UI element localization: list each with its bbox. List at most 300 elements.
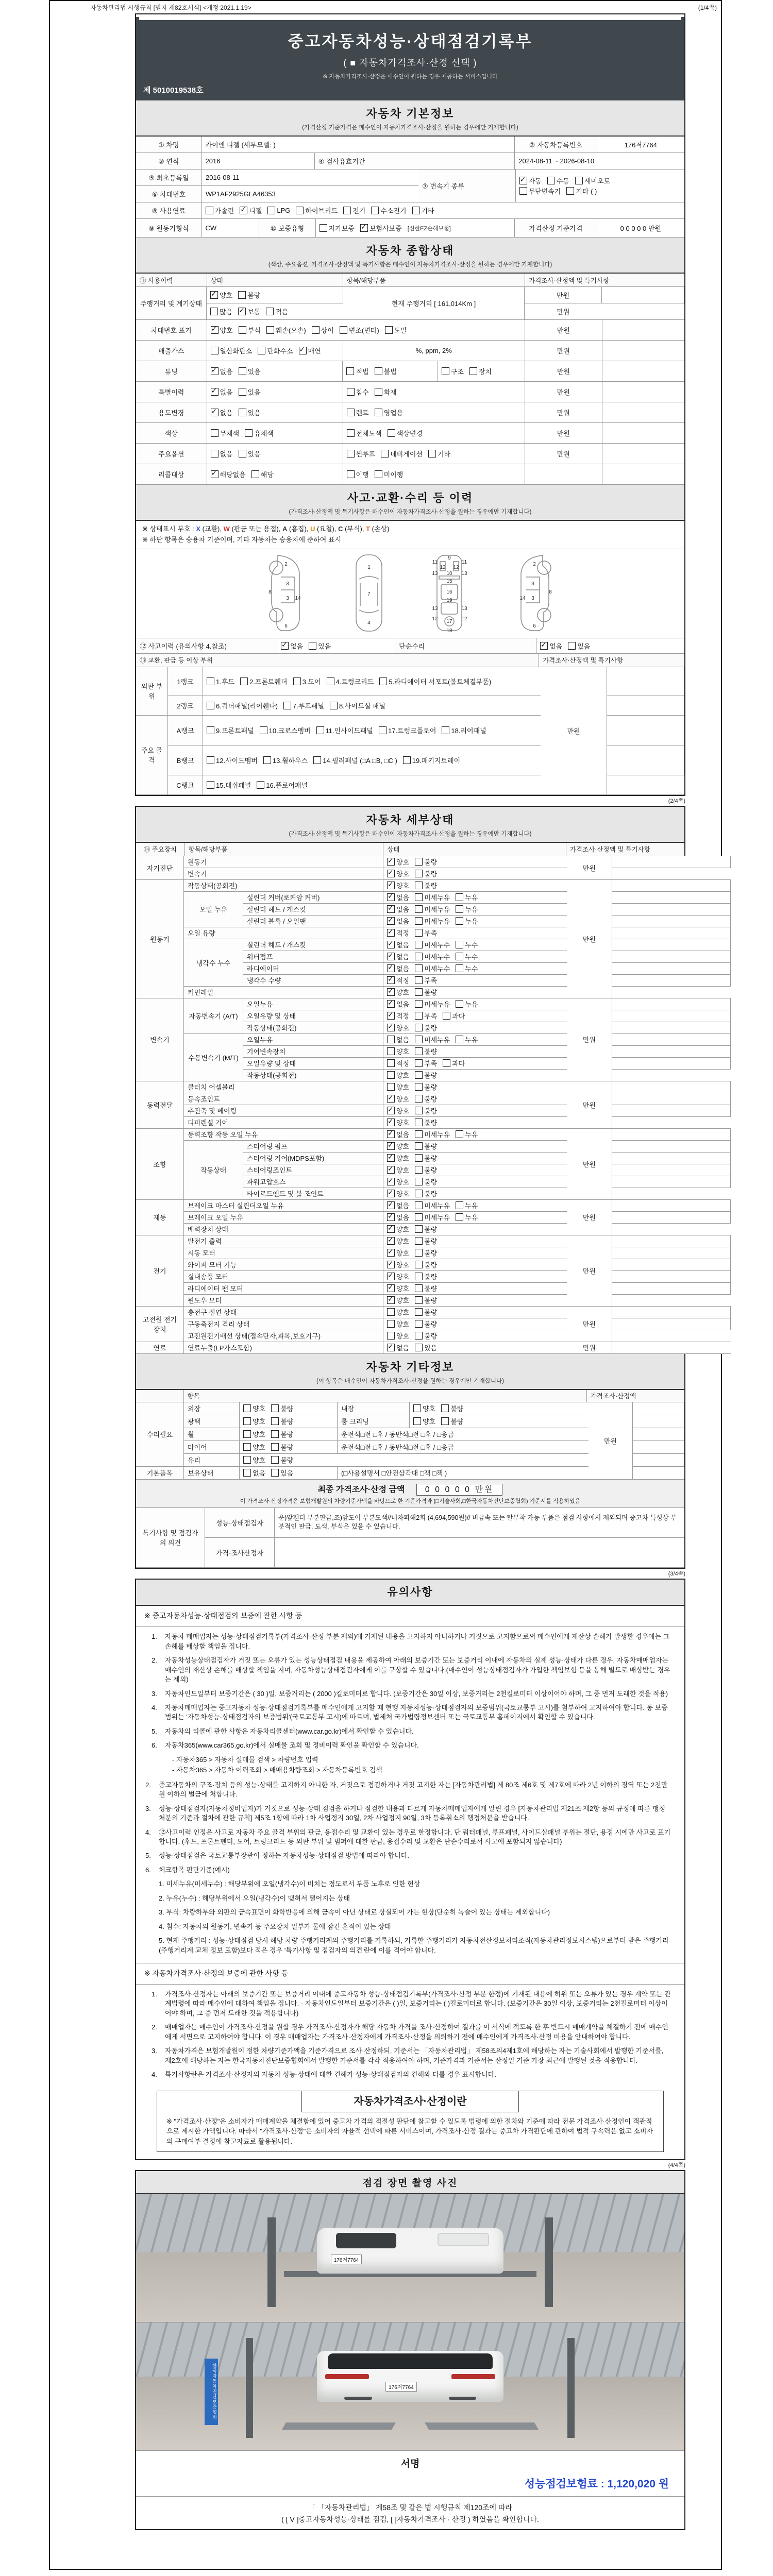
checkbox-icon[interactable] bbox=[266, 326, 274, 334]
checkbox-option[interactable] bbox=[387, 1200, 409, 1210]
checkbox-icon[interactable] bbox=[415, 1344, 423, 1351]
checkbox-icon[interactable] bbox=[456, 1036, 463, 1043]
checkbox-option[interactable] bbox=[568, 641, 590, 651]
checkbox-icon[interactable] bbox=[415, 1213, 423, 1221]
checkbox-icon[interactable] bbox=[299, 347, 307, 354]
checkbox-icon[interactable] bbox=[415, 1308, 423, 1316]
checkbox-option[interactable] bbox=[387, 1153, 409, 1163]
checkbox-icon[interactable] bbox=[415, 1059, 423, 1067]
checkbox-icon[interactable] bbox=[211, 470, 219, 478]
checkbox-icon[interactable] bbox=[267, 207, 275, 214]
checkbox-option[interactable] bbox=[415, 987, 437, 997]
checkbox-option[interactable] bbox=[207, 725, 254, 735]
checkbox-icon[interactable] bbox=[347, 388, 355, 396]
checkbox-icon[interactable] bbox=[243, 1456, 251, 1464]
checkbox-icon[interactable] bbox=[387, 1059, 395, 1067]
checkbox-option[interactable] bbox=[207, 755, 258, 765]
checkbox-option[interactable] bbox=[415, 1319, 437, 1329]
checkbox-option[interactable] bbox=[415, 1023, 437, 1032]
checkbox-icon[interactable] bbox=[211, 347, 219, 354]
checkbox-option[interactable] bbox=[469, 366, 492, 376]
checkbox-icon[interactable] bbox=[240, 207, 247, 214]
checkbox-icon[interactable] bbox=[456, 1130, 463, 1138]
checkbox-icon[interactable] bbox=[347, 450, 355, 457]
checkbox-icon[interactable] bbox=[387, 1284, 395, 1292]
checkbox-icon[interactable] bbox=[251, 470, 259, 478]
checkbox-option[interactable] bbox=[387, 952, 409, 961]
checkbox-option[interactable] bbox=[415, 1011, 437, 1021]
checkbox-icon[interactable] bbox=[456, 953, 463, 960]
checkbox-icon[interactable] bbox=[415, 1320, 423, 1328]
checkbox-icon[interactable] bbox=[296, 207, 304, 214]
checkbox-icon[interactable] bbox=[415, 905, 423, 913]
checkbox-icon[interactable] bbox=[441, 1404, 449, 1412]
checkbox-icon[interactable] bbox=[281, 642, 289, 650]
checkbox-icon[interactable] bbox=[239, 367, 246, 375]
checkbox-icon[interactable] bbox=[415, 1201, 423, 1209]
checkbox-option[interactable] bbox=[456, 940, 478, 950]
checkbox-option[interactable] bbox=[387, 1141, 409, 1151]
checkbox-option[interactable] bbox=[519, 176, 542, 185]
checkbox-icon[interactable] bbox=[258, 347, 265, 354]
checkbox-icon[interactable] bbox=[211, 388, 219, 396]
checkbox-icon[interactable] bbox=[415, 1071, 423, 1079]
checkbox-option[interactable] bbox=[381, 449, 423, 459]
checkbox-option[interactable] bbox=[211, 469, 246, 479]
checkbox-option[interactable] bbox=[387, 892, 409, 902]
checkbox-icon[interactable] bbox=[271, 1417, 279, 1425]
checkbox-icon[interactable] bbox=[379, 726, 386, 734]
checkbox-option[interactable] bbox=[281, 641, 303, 651]
checkbox-icon[interactable] bbox=[387, 1024, 395, 1031]
checkbox-option[interactable] bbox=[239, 366, 261, 376]
checkbox-option[interactable] bbox=[415, 892, 450, 902]
checkbox-icon[interactable] bbox=[387, 917, 395, 925]
checkbox-option[interactable] bbox=[243, 1416, 265, 1426]
checkbox-icon[interactable] bbox=[387, 858, 395, 866]
checkbox-option[interactable] bbox=[283, 701, 324, 710]
checkbox-icon[interactable] bbox=[239, 388, 246, 396]
checkbox-icon[interactable] bbox=[415, 1024, 423, 1031]
checkbox-option[interactable] bbox=[211, 428, 240, 438]
checkbox-icon[interactable] bbox=[243, 1430, 251, 1438]
checkbox-option[interactable] bbox=[251, 469, 274, 479]
checkbox-icon[interactable] bbox=[360, 224, 368, 232]
checkbox-icon[interactable] bbox=[387, 893, 395, 901]
checkbox-option[interactable] bbox=[387, 1319, 409, 1329]
checkbox-option[interactable] bbox=[415, 1035, 450, 1044]
checkbox-option[interactable] bbox=[415, 1224, 437, 1234]
checkbox-option[interactable] bbox=[375, 408, 404, 417]
checkbox-option[interactable] bbox=[309, 641, 331, 651]
checkbox-option[interactable] bbox=[387, 1283, 409, 1293]
checkbox-option[interactable] bbox=[271, 1455, 293, 1465]
checkbox-option[interactable] bbox=[387, 1224, 409, 1234]
checkbox-option[interactable] bbox=[415, 1189, 437, 1198]
checkbox-icon[interactable] bbox=[415, 941, 423, 948]
checkbox-icon[interactable] bbox=[346, 367, 354, 375]
checkbox-option[interactable] bbox=[547, 176, 569, 185]
checkbox-icon[interactable] bbox=[238, 308, 246, 315]
checkbox-icon[interactable] bbox=[293, 677, 301, 685]
checkbox-option[interactable] bbox=[415, 1200, 450, 1210]
checkbox-option[interactable] bbox=[387, 904, 409, 914]
checkbox-icon[interactable] bbox=[243, 1417, 251, 1425]
checkbox-icon[interactable] bbox=[387, 1166, 395, 1174]
checkbox-option[interactable] bbox=[360, 223, 402, 233]
checkbox-option[interactable] bbox=[375, 469, 404, 479]
checkbox-icon[interactable] bbox=[415, 1107, 423, 1114]
checkbox-option[interactable] bbox=[519, 186, 561, 196]
checkbox-option[interactable] bbox=[387, 1058, 409, 1068]
checkbox-option[interactable] bbox=[415, 1177, 437, 1187]
checkbox-option[interactable] bbox=[211, 325, 233, 335]
checkbox-option[interactable] bbox=[387, 940, 409, 950]
checkbox-icon[interactable] bbox=[415, 870, 423, 877]
checkbox-option[interactable] bbox=[379, 725, 436, 735]
checkbox-icon[interactable] bbox=[260, 726, 267, 734]
checkbox-option[interactable] bbox=[387, 1070, 409, 1080]
checkbox-icon[interactable] bbox=[387, 1332, 395, 1340]
checkbox-option[interactable] bbox=[456, 916, 478, 926]
checkbox-icon[interactable] bbox=[519, 177, 527, 184]
checkbox-icon[interactable] bbox=[415, 1225, 423, 1233]
checkbox-icon[interactable] bbox=[403, 756, 411, 764]
checkbox-icon[interactable] bbox=[568, 642, 576, 650]
checkbox-option[interactable] bbox=[415, 904, 450, 914]
checkbox-option[interactable] bbox=[415, 1236, 437, 1246]
checkbox-option[interactable] bbox=[443, 1011, 465, 1021]
checkbox-icon[interactable] bbox=[415, 1166, 423, 1174]
checkbox-icon[interactable] bbox=[387, 964, 395, 972]
checkbox-icon[interactable] bbox=[207, 756, 214, 764]
checkbox-option[interactable] bbox=[442, 725, 486, 735]
checkbox-option[interactable] bbox=[266, 325, 306, 335]
checkbox-icon[interactable] bbox=[312, 326, 320, 334]
checkbox-icon[interactable] bbox=[283, 702, 291, 709]
checkbox-option[interactable] bbox=[413, 1416, 435, 1426]
checkbox-icon[interactable] bbox=[243, 1469, 251, 1477]
checkbox-option[interactable] bbox=[456, 892, 478, 902]
checkbox-icon[interactable] bbox=[575, 177, 583, 184]
checkbox-option[interactable] bbox=[387, 1295, 409, 1305]
checkbox-icon[interactable] bbox=[415, 976, 423, 984]
checkbox-icon[interactable] bbox=[211, 450, 219, 457]
checkbox-option[interactable] bbox=[403, 755, 460, 765]
checkbox-option[interactable] bbox=[347, 428, 382, 438]
checkbox-icon[interactable] bbox=[210, 308, 218, 315]
checkbox-icon[interactable] bbox=[415, 1012, 423, 1020]
checkbox-option[interactable] bbox=[415, 1082, 437, 1092]
checkbox-option[interactable] bbox=[266, 307, 288, 316]
checkbox-option[interactable] bbox=[346, 366, 368, 376]
checkbox-option[interactable] bbox=[240, 206, 262, 215]
checkbox-icon[interactable] bbox=[271, 1443, 279, 1451]
checkbox-option[interactable] bbox=[299, 346, 321, 355]
checkbox-icon[interactable] bbox=[387, 929, 395, 937]
checkbox-option[interactable] bbox=[456, 1200, 478, 1210]
checkbox-icon[interactable] bbox=[375, 470, 382, 478]
checkbox-icon[interactable] bbox=[240, 677, 248, 685]
checkbox-icon[interactable] bbox=[387, 1273, 395, 1280]
checkbox-icon[interactable] bbox=[387, 905, 395, 913]
checkbox-option[interactable] bbox=[441, 1416, 463, 1426]
checkbox-icon[interactable] bbox=[456, 1213, 463, 1221]
checkbox-option[interactable] bbox=[415, 1129, 450, 1139]
checkbox-option[interactable] bbox=[387, 1094, 409, 1104]
checkbox-icon[interactable] bbox=[387, 1000, 395, 1008]
checkbox-icon[interactable] bbox=[387, 1213, 395, 1221]
checkbox-option[interactable] bbox=[347, 469, 369, 479]
checkbox-option[interactable] bbox=[387, 1035, 409, 1044]
checkbox-option[interactable] bbox=[271, 1416, 293, 1426]
checkbox-icon[interactable] bbox=[415, 1261, 423, 1268]
checkbox-option[interactable] bbox=[260, 725, 311, 735]
checkbox-option[interactable] bbox=[387, 869, 409, 878]
checkbox-icon[interactable] bbox=[387, 1036, 395, 1043]
checkbox-icon[interactable] bbox=[387, 1249, 395, 1257]
checkbox-icon[interactable] bbox=[415, 1237, 423, 1245]
checkbox-icon[interactable] bbox=[343, 207, 351, 214]
checkbox-icon[interactable] bbox=[415, 1154, 423, 1162]
checkbox-icon[interactable] bbox=[387, 1201, 395, 1209]
checkbox-option[interactable] bbox=[239, 449, 261, 459]
checkbox-icon[interactable] bbox=[387, 1178, 395, 1185]
checkbox-option[interactable] bbox=[387, 1011, 409, 1021]
checkbox-icon[interactable] bbox=[387, 1118, 395, 1126]
checkbox-option[interactable] bbox=[211, 449, 233, 459]
checkbox-icon[interactable] bbox=[456, 893, 463, 901]
checkbox-option[interactable] bbox=[443, 1058, 465, 1068]
checkbox-icon[interactable] bbox=[211, 367, 219, 375]
checkbox-icon[interactable] bbox=[379, 677, 387, 685]
checkbox-icon[interactable] bbox=[415, 1036, 423, 1043]
checkbox-icon[interactable] bbox=[375, 409, 382, 416]
checkbox-option[interactable] bbox=[387, 1189, 409, 1198]
checkbox-icon[interactable] bbox=[387, 1296, 395, 1304]
checkbox-icon[interactable] bbox=[442, 367, 449, 375]
checkbox-option[interactable] bbox=[271, 1429, 293, 1439]
checkbox-option[interactable] bbox=[387, 1343, 409, 1352]
checkbox-icon[interactable] bbox=[387, 870, 395, 877]
checkbox-option[interactable] bbox=[387, 1082, 409, 1092]
checkbox-icon[interactable] bbox=[415, 1178, 423, 1185]
checkbox-icon[interactable] bbox=[320, 224, 327, 232]
checkbox-option[interactable] bbox=[267, 207, 290, 214]
checkbox-icon[interactable] bbox=[519, 187, 527, 195]
checkbox-option[interactable] bbox=[245, 428, 274, 438]
checkbox-option[interactable] bbox=[263, 755, 308, 765]
checkbox-option[interactable] bbox=[330, 701, 385, 710]
checkbox-icon[interactable] bbox=[413, 1404, 421, 1412]
checkbox-icon[interactable] bbox=[243, 1404, 251, 1412]
checkbox-icon[interactable] bbox=[456, 1000, 463, 1008]
checkbox-icon[interactable] bbox=[207, 677, 214, 685]
checkbox-icon[interactable] bbox=[207, 702, 214, 709]
checkbox-option[interactable] bbox=[207, 780, 251, 790]
checkbox-icon[interactable] bbox=[415, 917, 423, 925]
checkbox-option[interactable] bbox=[238, 307, 260, 316]
checkbox-icon[interactable] bbox=[211, 326, 219, 334]
checkbox-option[interactable] bbox=[456, 999, 478, 1009]
checkbox-option[interactable] bbox=[428, 449, 450, 459]
checkbox-option[interactable] bbox=[387, 1307, 409, 1317]
checkbox-option[interactable] bbox=[415, 857, 437, 867]
checkbox-icon[interactable] bbox=[371, 207, 379, 214]
checkbox-option[interactable] bbox=[413, 1403, 435, 1413]
checkbox-option[interactable] bbox=[387, 975, 409, 985]
checkbox-option[interactable] bbox=[347, 408, 369, 417]
checkbox-icon[interactable] bbox=[415, 929, 423, 937]
checkbox-option[interactable] bbox=[210, 290, 232, 300]
checkbox-icon[interactable] bbox=[415, 1332, 423, 1340]
checkbox-option[interactable] bbox=[415, 869, 437, 878]
checkbox-option[interactable] bbox=[206, 206, 234, 215]
checkbox-option[interactable] bbox=[375, 366, 397, 376]
checkbox-icon[interactable] bbox=[239, 409, 246, 416]
checkbox-option[interactable] bbox=[347, 449, 376, 459]
checkbox-icon[interactable] bbox=[387, 976, 395, 984]
checkbox-option[interactable] bbox=[238, 290, 260, 300]
checkbox-option[interactable] bbox=[415, 1094, 437, 1104]
checkbox-icon[interactable] bbox=[415, 1296, 423, 1304]
checkbox-option[interactable] bbox=[271, 1403, 293, 1413]
checkbox-option[interactable] bbox=[312, 325, 334, 335]
checkbox-icon[interactable] bbox=[415, 1083, 423, 1091]
checkbox-option[interactable] bbox=[271, 1442, 293, 1452]
checkbox-option[interactable] bbox=[575, 176, 610, 185]
checkbox-icon[interactable] bbox=[387, 1142, 395, 1150]
checkbox-option[interactable] bbox=[415, 1343, 437, 1352]
checkbox-option[interactable] bbox=[211, 346, 253, 355]
checkbox-option[interactable] bbox=[387, 1165, 409, 1175]
checkbox-icon[interactable] bbox=[330, 702, 338, 709]
checkbox-option[interactable] bbox=[387, 916, 409, 926]
checkbox-option[interactable] bbox=[456, 1212, 478, 1222]
checkbox-option[interactable] bbox=[387, 1236, 409, 1246]
checkbox-option[interactable] bbox=[387, 1129, 409, 1139]
checkbox-icon[interactable] bbox=[413, 1417, 421, 1425]
checkbox-option[interactable] bbox=[387, 857, 409, 867]
checkbox-icon[interactable] bbox=[443, 1012, 450, 1020]
checkbox-icon[interactable] bbox=[271, 1430, 279, 1438]
checkbox-icon[interactable] bbox=[415, 1130, 423, 1138]
checkbox-icon[interactable] bbox=[540, 642, 548, 650]
checkbox-option[interactable] bbox=[415, 928, 437, 938]
checkbox-icon[interactable] bbox=[456, 905, 463, 913]
checkbox-option[interactable] bbox=[415, 963, 450, 973]
checkbox-option[interactable] bbox=[415, 1295, 437, 1305]
checkbox-option[interactable] bbox=[415, 1117, 437, 1127]
checkbox-option[interactable] bbox=[566, 186, 597, 196]
checkbox-icon[interactable] bbox=[239, 450, 246, 457]
checkbox-option[interactable] bbox=[387, 1023, 409, 1032]
checkbox-icon[interactable] bbox=[442, 726, 449, 734]
checkbox-icon[interactable] bbox=[415, 953, 423, 960]
checkbox-icon[interactable] bbox=[245, 429, 253, 437]
checkbox-icon[interactable] bbox=[415, 1249, 423, 1257]
checkbox-option[interactable] bbox=[415, 916, 450, 926]
checkbox-option[interactable] bbox=[415, 1307, 437, 1317]
checkbox-icon[interactable] bbox=[347, 429, 355, 437]
checkbox-icon[interactable] bbox=[415, 1095, 423, 1103]
checkbox-icon[interactable] bbox=[316, 726, 324, 734]
checkbox-option[interactable] bbox=[239, 387, 261, 397]
checkbox-icon[interactable] bbox=[211, 409, 219, 416]
checkbox-icon[interactable] bbox=[415, 1000, 423, 1008]
checkbox-option[interactable] bbox=[379, 676, 491, 686]
checkbox-icon[interactable] bbox=[415, 1190, 423, 1197]
checkbox-icon[interactable] bbox=[271, 1469, 279, 1477]
checkbox-icon[interactable] bbox=[243, 1443, 251, 1451]
checkbox-option[interactable] bbox=[415, 1248, 437, 1258]
checkbox-option[interactable] bbox=[210, 307, 232, 316]
checkbox-icon[interactable] bbox=[456, 917, 463, 925]
checkbox-icon[interactable] bbox=[387, 1225, 395, 1233]
checkbox-icon[interactable] bbox=[211, 429, 219, 437]
checkbox-icon[interactable] bbox=[387, 1261, 395, 1268]
checkbox-option[interactable] bbox=[240, 676, 288, 686]
checkbox-icon[interactable] bbox=[387, 1095, 395, 1103]
checkbox-option[interactable] bbox=[296, 206, 338, 215]
checkbox-option[interactable] bbox=[387, 1331, 409, 1341]
checkbox-option[interactable] bbox=[343, 206, 365, 215]
checkbox-option[interactable] bbox=[313, 755, 397, 765]
checkbox-option[interactable] bbox=[316, 725, 373, 735]
checkbox-option[interactable] bbox=[327, 676, 374, 686]
checkbox-option[interactable] bbox=[387, 963, 409, 973]
checkbox-icon[interactable] bbox=[441, 1417, 449, 1425]
checkbox-icon[interactable] bbox=[375, 367, 382, 375]
checkbox-icon[interactable] bbox=[340, 326, 347, 334]
checkbox-icon[interactable] bbox=[428, 450, 436, 457]
checkbox-icon[interactable] bbox=[415, 882, 423, 889]
checkbox-option[interactable] bbox=[456, 1035, 478, 1044]
checkbox-icon[interactable] bbox=[347, 409, 355, 416]
checkbox-icon[interactable] bbox=[387, 1320, 395, 1328]
checkbox-option[interactable] bbox=[243, 1455, 265, 1465]
checkbox-icon[interactable] bbox=[207, 726, 214, 734]
checkbox-option[interactable] bbox=[293, 676, 321, 686]
checkbox-option[interactable] bbox=[257, 780, 308, 790]
checkbox-option[interactable] bbox=[415, 1106, 437, 1115]
checkbox-icon[interactable] bbox=[547, 177, 555, 184]
checkbox-option[interactable] bbox=[207, 676, 234, 686]
checkbox-option[interactable] bbox=[441, 1403, 463, 1413]
checkbox-option[interactable] bbox=[415, 1212, 450, 1222]
checkbox-icon[interactable] bbox=[263, 756, 271, 764]
checkbox-option[interactable] bbox=[387, 1212, 409, 1222]
checkbox-icon[interactable] bbox=[443, 1059, 450, 1067]
checkbox-option[interactable] bbox=[415, 1141, 437, 1151]
checkbox-option[interactable] bbox=[211, 366, 233, 376]
checkbox-option[interactable] bbox=[456, 963, 478, 973]
checkbox-option[interactable] bbox=[415, 1153, 437, 1163]
checkbox-icon[interactable] bbox=[469, 367, 477, 375]
checkbox-option[interactable] bbox=[243, 1442, 265, 1452]
checkbox-option[interactable] bbox=[347, 387, 369, 397]
checkbox-option[interactable] bbox=[387, 1260, 409, 1269]
checkbox-option[interactable] bbox=[415, 1331, 437, 1341]
checkbox-option[interactable] bbox=[415, 1272, 437, 1281]
checkbox-icon[interactable] bbox=[206, 207, 213, 214]
checkbox-option[interactable] bbox=[456, 1129, 478, 1139]
checkbox-icon[interactable] bbox=[415, 858, 423, 866]
checkbox-icon[interactable] bbox=[387, 1047, 395, 1055]
checkbox-option[interactable] bbox=[243, 1468, 265, 1478]
checkbox-option[interactable] bbox=[243, 1429, 265, 1439]
checkbox-option[interactable] bbox=[387, 928, 409, 938]
